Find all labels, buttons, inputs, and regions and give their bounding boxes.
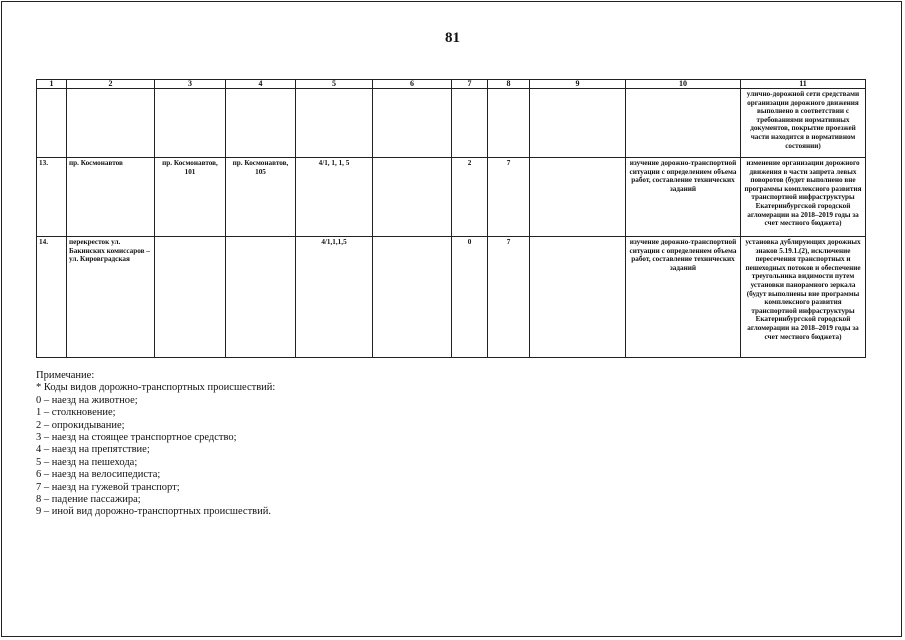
work-cell: изучение дорожно-транспортной ситуации с определением объема работ, составление технических заданий	[626, 158, 741, 237]
note-item: 7 – наезд на гужевой транспорт;	[36, 481, 180, 493]
note-item: 5 – наезд на пешехода;	[36, 456, 138, 468]
table-row	[37, 158, 866, 237]
accident-codes-cell: 4/1, 1, 1, 5	[296, 158, 373, 237]
note-item: 8 – падение пассажира;	[36, 494, 141, 506]
measures-cell: улично-дорожной сети средствами организации дорожного движения выполнено в соответствии с требованиями нормативных документов, покрытие проезжей части находится в нормативном состоянии)	[741, 89, 866, 158]
table-cell	[373, 89, 452, 158]
header-row	[37, 80, 866, 89]
table-cell	[452, 89, 488, 158]
column-header: 2	[67, 80, 155, 89]
note-item: 6 – наезд на велосипедиста;	[36, 469, 161, 481]
note-item: 9 – иной вид дорожно-транспортных происшествий.	[36, 506, 271, 518]
table-cell	[37, 89, 67, 158]
measures-cell: изменение организации дорожного движения в части запрета левых поворотов (будет выполнено вне программы комплексного развития транспортной инфраструктуры Екатеринбургской городской агломерации на 2018–2019 годы за счет местного бюджета)	[741, 158, 866, 237]
table-row-continuation	[37, 89, 866, 158]
note-title: Примечание:	[36, 370, 95, 381]
table-cell	[296, 89, 373, 158]
table-row	[37, 237, 866, 358]
data-table	[36, 79, 866, 358]
count-cell: 7	[488, 237, 530, 358]
count-cell: 0	[452, 237, 488, 358]
column-header: 10	[626, 80, 741, 89]
location-cell: пр. Космонавтов	[67, 158, 155, 237]
column-header: 3	[155, 80, 226, 89]
note-section	[36, 370, 275, 519]
table-cell	[226, 89, 296, 158]
note-item: 3 – наезд на стоящее транспортное средство;	[36, 432, 237, 444]
table-cell	[373, 237, 452, 358]
table-cell	[626, 89, 741, 158]
start-address-cell: пр. Космонавтов, 101	[155, 158, 226, 237]
accident-codes-cell: 4/1,1,1,5	[296, 237, 373, 358]
note-subtitle: * Коды видов дорожно-транспортных происшествий:	[36, 382, 276, 394]
column-header: 1	[37, 80, 67, 89]
table-cell	[530, 89, 626, 158]
column-header: 8	[488, 80, 530, 89]
work-cell: изучение дорожно-транспортной ситуации с определением объема работ, составление технических заданий	[626, 237, 741, 358]
table-cell	[67, 89, 155, 158]
row-number: 14.	[37, 237, 67, 358]
end-address-cell	[226, 237, 296, 358]
end-address-cell: пр. Космонавтов, 105	[226, 158, 296, 237]
note-item: 2 – опрокидывание;	[36, 419, 125, 431]
page-number: 81	[445, 30, 460, 46]
column-header: 9	[530, 80, 626, 89]
table-cell	[530, 237, 626, 358]
count-cell: 7	[488, 158, 530, 237]
table-cell	[530, 158, 626, 237]
note-item: 4 – наезд на препятствие;	[36, 444, 150, 456]
row-number: 13.	[37, 158, 67, 237]
column-header: 5	[296, 80, 373, 89]
column-header: 4	[226, 80, 296, 89]
count-cell: 2	[452, 158, 488, 237]
column-header: 7	[452, 80, 488, 89]
start-address-cell	[155, 237, 226, 358]
column-header: 11	[741, 80, 866, 89]
table-cell	[155, 89, 226, 158]
note-item: 0 – наезд на животное;	[36, 394, 138, 406]
table-cell	[488, 89, 530, 158]
location-cell: перекресток ул. Бакинских комиссаров – ул. Кировградская	[67, 237, 155, 358]
measures-cell: установка дублирующих дорожных знаков 5.19.1.(2), исключение пересечения транспортных и пешеходных потоков и обеспечение треугольника видимости путем установки панорамного зеркала (будут выполнены вне программы комплексного развития транспортной инфраструктуры Екатеринбургской городской агломерации на 2018–2019 годы за счет местного бюджета)	[741, 237, 866, 358]
column-header: 6	[373, 80, 452, 89]
table-cell	[373, 158, 452, 237]
note-item: 1 – столкновение;	[36, 407, 116, 419]
